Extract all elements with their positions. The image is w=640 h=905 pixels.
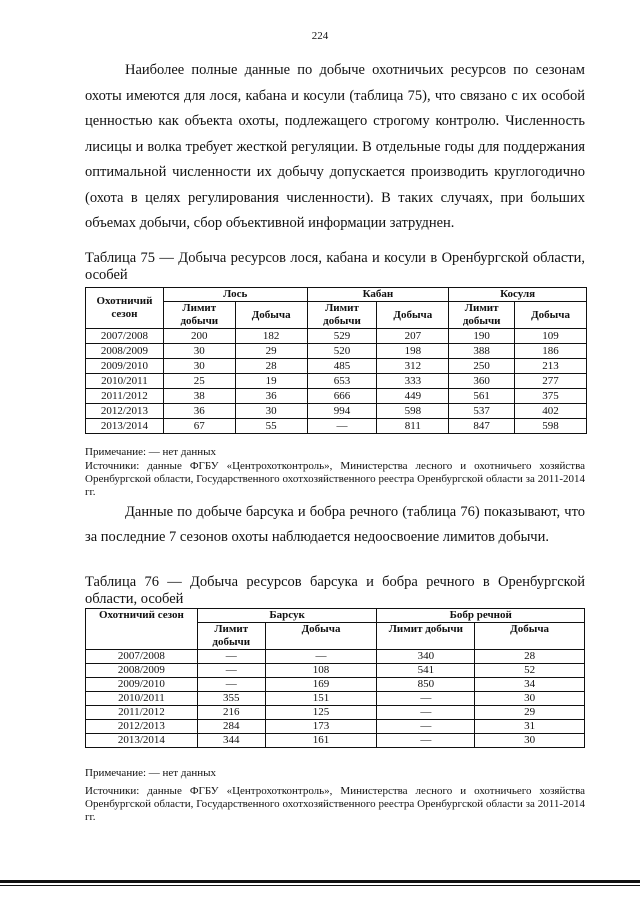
table76-sub-catch: Добыча bbox=[475, 623, 585, 650]
table75-cell: 25 bbox=[163, 374, 235, 389]
table76-cell: 850 bbox=[377, 678, 475, 692]
footer-rule bbox=[0, 880, 640, 883]
table76-row bbox=[86, 692, 585, 706]
table75-sub-limit: Лимит добычи bbox=[163, 302, 235, 329]
table75-cell: 2013/2014 bbox=[86, 419, 164, 434]
table75-cell: 449 bbox=[377, 389, 449, 404]
table75-cell: 29 bbox=[235, 344, 307, 359]
table75-cell: 55 bbox=[235, 419, 307, 434]
table75-sub-limit: Лимит добычи bbox=[307, 302, 377, 329]
table76-row bbox=[86, 678, 585, 692]
table76-cell: 30 bbox=[475, 734, 585, 748]
table75-cell: 30 bbox=[163, 344, 235, 359]
table75-cell: 2012/2013 bbox=[86, 404, 164, 419]
table75-cell: 2011/2012 bbox=[86, 389, 164, 404]
table75-cell: 198 bbox=[377, 344, 449, 359]
table75-cell: 2008/2009 bbox=[86, 344, 164, 359]
table76-cell: 169 bbox=[265, 678, 377, 692]
table75-sources: Источники: данные ФГБУ «Центрохотконтроль», Министерства лесного и охотничьего хозяйства Оренбургской области, Государственного охотхозяйственного реестра Оренбургской области за 2011-2014 гг. bbox=[85, 460, 585, 498]
table75-cell: 30 bbox=[235, 404, 307, 419]
table75-cell: 67 bbox=[163, 419, 235, 434]
table76-group-badger: Барсук bbox=[197, 609, 377, 623]
table76-cell: 541 bbox=[377, 664, 475, 678]
table75-cell: 28 bbox=[235, 359, 307, 374]
table75-cell: 30 bbox=[163, 359, 235, 374]
table76-cell: 52 bbox=[475, 664, 585, 678]
table75-cell: 598 bbox=[515, 419, 587, 434]
table75-cell: 2010/2011 bbox=[86, 374, 164, 389]
table75-row bbox=[86, 374, 587, 389]
table76-sub-catch: Добыча bbox=[265, 623, 377, 650]
table75-group-moose: Лось bbox=[163, 288, 307, 302]
table76-cell: 151 bbox=[265, 692, 377, 706]
table75-row bbox=[86, 419, 587, 434]
table75-sub-limit: Лимит добычи bbox=[449, 302, 515, 329]
table75-cell: 537 bbox=[449, 404, 515, 419]
table75-cell: 666 bbox=[307, 389, 377, 404]
table75-cell: — bbox=[307, 419, 377, 434]
table75-row bbox=[86, 404, 587, 419]
table75-cell: 847 bbox=[449, 419, 515, 434]
table75-group-roe: Косуля bbox=[449, 288, 587, 302]
paragraph-badger-beaver: Данные по добыче барсука и бобра речного (таблица 76) показывают, что за последние 7 сезонов охоты наблюдается недоосвоение лимитов добычи. bbox=[85, 504, 585, 545]
table75-cell: 388 bbox=[449, 344, 515, 359]
table75-cell: 485 bbox=[307, 359, 377, 374]
table76-sub-limit: Лимит добычи bbox=[197, 623, 265, 650]
table75-cell: 653 bbox=[307, 374, 377, 389]
footer-rule-thin bbox=[0, 885, 640, 886]
table75-cell: 109 bbox=[515, 329, 587, 344]
table76-cell: 2010/2011 bbox=[86, 692, 198, 706]
table75-cell: 811 bbox=[377, 419, 449, 434]
table75-cell: 994 bbox=[307, 404, 377, 419]
table76-row bbox=[86, 650, 585, 664]
table75-cell: 200 bbox=[163, 329, 235, 344]
table75-cell: 375 bbox=[515, 389, 587, 404]
table76-cell: 2008/2009 bbox=[86, 664, 198, 678]
table75-cell: 213 bbox=[515, 359, 587, 374]
table76-cell: — bbox=[377, 706, 475, 720]
table75-sub-catch: Добыча bbox=[377, 302, 449, 329]
table75-cell: 38 bbox=[163, 389, 235, 404]
table76-row bbox=[86, 734, 585, 748]
table75-cell: 190 bbox=[449, 329, 515, 344]
table76-group-beaver: Бобр речной bbox=[377, 609, 585, 623]
table76-cell: 284 bbox=[197, 720, 265, 734]
table75-cell: 561 bbox=[449, 389, 515, 404]
table76-cell: 161 bbox=[265, 734, 377, 748]
table75-cell: 36 bbox=[235, 389, 307, 404]
paragraph-intro: Наиболее полные данные по добыче охотничьих ресурсов по сезонам охоты имеются для лося, кабана и косули (таблица 75), что связано с их особой ценностью как объекта охоты, подлежащего строгому контролю. Численность лисицы и волка требует жесткой регуляции. В отдельные годы для поддержания оптимальной численности их добычу допускается производить круглогодично (охота в целях регулирования численности). В таких случаях, при больших объемах добычи, сбор объективной информации затруднен. bbox=[85, 62, 585, 231]
table76 bbox=[85, 608, 585, 748]
table76-cell: 29 bbox=[475, 706, 585, 720]
table75-cell: 2007/2008 bbox=[86, 329, 164, 344]
table75-group-boar: Кабан bbox=[307, 288, 449, 302]
table76-cell: 108 bbox=[265, 664, 377, 678]
table76-row bbox=[86, 720, 585, 734]
table76-cell: 2013/2014 bbox=[86, 734, 198, 748]
table76-cell: 2007/2008 bbox=[86, 650, 198, 664]
table76-cell: 2012/2013 bbox=[86, 720, 198, 734]
table75-cell: 207 bbox=[377, 329, 449, 344]
table76-cell: 344 bbox=[197, 734, 265, 748]
table75-cell: 360 bbox=[449, 374, 515, 389]
table76-caption: Таблица 76 — Добыча ресурсов барсука и бобра речного в Оренбургской области, особей bbox=[85, 574, 585, 607]
page-number: 224 bbox=[311, 30, 329, 42]
table76-cell: 355 bbox=[197, 692, 265, 706]
table75-cell: 2009/2010 bbox=[86, 359, 164, 374]
table76-season-header: Охотничий сезон bbox=[86, 609, 198, 650]
table75-cell: 312 bbox=[377, 359, 449, 374]
table76-cell: 173 bbox=[265, 720, 377, 734]
table75-sub-catch: Добыча bbox=[515, 302, 587, 329]
table75-sub-catch: Добыча bbox=[235, 302, 307, 329]
table76-cell: 30 bbox=[475, 692, 585, 706]
table76-cell: 216 bbox=[197, 706, 265, 720]
table75-row bbox=[86, 344, 587, 359]
table75-cell: 19 bbox=[235, 374, 307, 389]
table76-row bbox=[86, 664, 585, 678]
table75-cell: 250 bbox=[449, 359, 515, 374]
table75-cell: 598 bbox=[377, 404, 449, 419]
table76-cell: — bbox=[377, 692, 475, 706]
table75-row bbox=[86, 389, 587, 404]
table76-cell: — bbox=[197, 678, 265, 692]
table75 bbox=[85, 287, 587, 434]
table75-cell: 520 bbox=[307, 344, 377, 359]
table75-row bbox=[86, 359, 587, 374]
table76-cell: — bbox=[197, 650, 265, 664]
table76-cell: 2009/2010 bbox=[86, 678, 198, 692]
table75-cell: 333 bbox=[377, 374, 449, 389]
table75-cell: 36 bbox=[163, 404, 235, 419]
table76-cell: 31 bbox=[475, 720, 585, 734]
table76-cell: 28 bbox=[475, 650, 585, 664]
table76-cell: 2011/2012 bbox=[86, 706, 198, 720]
table76-row bbox=[86, 706, 585, 720]
table75-cell: 182 bbox=[235, 329, 307, 344]
table75-cell: 186 bbox=[515, 344, 587, 359]
table76-cell: — bbox=[377, 720, 475, 734]
table76-cell: — bbox=[377, 734, 475, 748]
table75-cell: 402 bbox=[515, 404, 587, 419]
table75-row bbox=[86, 329, 587, 344]
table76-sources: Источники: данные ФГБУ «Центрохотконтроль», Министерства лесного и охотничьего хозяйства Оренбургской области, Государственного охотхозяйственного реестра Оренбургской области за 2011-2014 гг. bbox=[85, 785, 585, 823]
table76-cell: — bbox=[197, 664, 265, 678]
table75-cell: 529 bbox=[307, 329, 377, 344]
table76-cell: 340 bbox=[377, 650, 475, 664]
table75-caption: Таблица 75 — Добыча ресурсов лося, кабана и косули в Оренбургской области, особей bbox=[85, 250, 585, 283]
table76-cell: 125 bbox=[265, 706, 377, 720]
table75-cell: 277 bbox=[515, 374, 587, 389]
table76-sub-limit: Лимит добычи bbox=[377, 623, 475, 650]
table75-season-header: Охотничий сезон bbox=[86, 288, 164, 329]
table76-note: Примечание: — нет данных bbox=[85, 767, 216, 779]
table76-cell: 34 bbox=[475, 678, 585, 692]
table76-cell: — bbox=[265, 650, 377, 664]
table75-note: Примечание: — нет данных bbox=[85, 446, 216, 458]
